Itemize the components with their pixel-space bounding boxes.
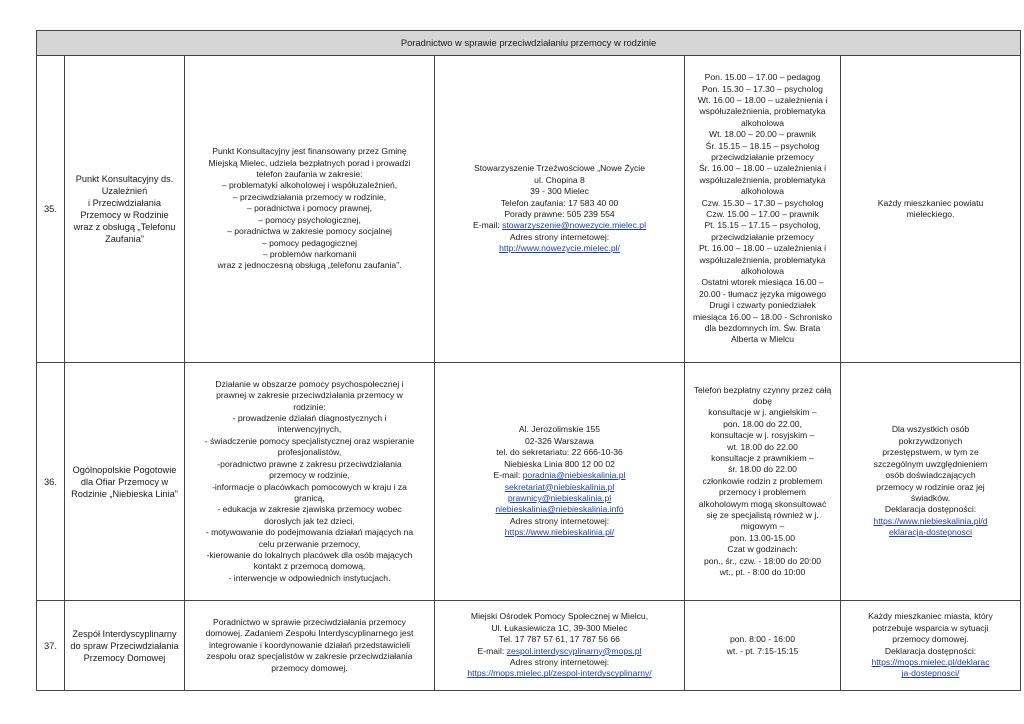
hours-line: Śr. 15.15 – 18.15 – psycholog bbox=[705, 140, 820, 151]
target-group bbox=[841, 56, 1021, 363]
hours-line: Czw. 15.00 – 17.00 – prawnik bbox=[706, 209, 819, 219]
hours-line: się ze specjalistą również w j. bbox=[706, 510, 819, 521]
accessibility-link[interactable]: eklaracja-dostepnosci bbox=[888, 527, 973, 538]
description-line: - świadczenie pomocy specjalistycznej oraz wspieranie bbox=[204, 435, 415, 446]
contact-line: Telefon zaufania: 17 583 40 00 bbox=[500, 197, 619, 208]
description-line: granicą, bbox=[294, 492, 325, 503]
hours-line: Drugi i czwarty poniedziałek bbox=[709, 300, 816, 311]
organization-name bbox=[65, 601, 185, 691]
hours-line: migowym – bbox=[740, 521, 785, 532]
target-group-line: Każdy mieszkaniec powiatu bbox=[877, 197, 984, 208]
contact-line: 02-326 Warszawa bbox=[525, 435, 594, 446]
email-line bbox=[438, 470, 681, 481]
description-line: - interwencje w odpowiednich instytucjach. bbox=[228, 572, 391, 583]
services-table bbox=[36, 30, 1021, 691]
description-line: celu przerwanie przemocy, bbox=[258, 538, 361, 549]
hours-line: współuzależnienia, problematyka bbox=[699, 254, 826, 265]
hours-line: Pon. 15.30 – 17.30 – psycholog bbox=[702, 83, 823, 94]
hours-line: 20.00 - tłumacz języka migowego bbox=[698, 288, 827, 299]
hours-line: śr. 18.00 do 22.00 bbox=[728, 464, 797, 475]
description-line: interwencyjnych, bbox=[277, 424, 342, 435]
hours-line: miesiąca 16.00 – 18.00 - Schronisko bbox=[692, 311, 832, 322]
target-group-line: Deklaracja dostępności: bbox=[884, 504, 977, 515]
contact-line: ul. Chopina 8 bbox=[534, 174, 585, 185]
contact-link[interactable]: prawnicy@niebieskalinia.pl bbox=[507, 492, 612, 503]
description-line: - edukacja w zakresie zjawiska przemocy wobec bbox=[217, 504, 402, 515]
target-group-line: potrzebuje wsparcia w sytuacji bbox=[872, 622, 989, 633]
target-group-line: przestępstwem, w tym ze bbox=[882, 447, 979, 458]
accessibility-link[interactable]: https://www.niebieskalinia.pl/d bbox=[873, 515, 988, 526]
target-group-line: osób doświadczających bbox=[885, 470, 976, 481]
target-group-line: szczególnym uwzględnieniem bbox=[873, 458, 988, 469]
contact-link[interactable]: https://mops.mielec.pl/zespol-interdyscyplinarny/ bbox=[467, 668, 652, 679]
hours-line: współuzależnienia, problematyka bbox=[699, 106, 826, 117]
hours-line: Ostatni wtorek miesiąca 16.00 – bbox=[701, 277, 824, 288]
target-group bbox=[841, 601, 1021, 691]
description-line: -poradnictwo prawne z zakresu przeciwdziałania bbox=[217, 458, 402, 469]
organization-name-line: Punkt Konsultacyjny ds. bbox=[75, 174, 174, 184]
hours-line: alkoholowa bbox=[741, 117, 784, 128]
email-label: E-mail: bbox=[472, 220, 503, 231]
organization-name bbox=[65, 56, 185, 363]
description-line: Miejską Mielec, udziela bezpłatnych porad i prowadzi bbox=[208, 157, 411, 168]
description-line: - motywowanie do podejmowania działań mających na bbox=[205, 527, 414, 538]
email-link[interactable]: zespol.interdyscyplinarny@mops.pl bbox=[506, 645, 642, 656]
target-group bbox=[841, 363, 1021, 601]
hours-line: członkowie rodzin z problemem bbox=[702, 475, 823, 486]
organization-name-line: Zespół Interdyscyplinarny bbox=[72, 628, 177, 639]
hours-line: Alberta w Mielcu bbox=[730, 334, 795, 345]
hours-line: przemocy i problemem bbox=[719, 487, 806, 498]
target-group-line: pokrzywdzonych bbox=[898, 435, 963, 446]
hours-line: Śr. 16.00 – 18.00 – uzależnienia i bbox=[698, 163, 827, 174]
hours-line: dla bezdomnych im. Św. Brata bbox=[704, 323, 821, 334]
organization-name-line: Ogólnopolskie Pogotowie bbox=[72, 464, 177, 475]
description-line: profesjonalistów, bbox=[277, 447, 342, 458]
row-number: 36. bbox=[37, 363, 65, 601]
description-line: – problematyki alkoholowej i współuzależnień, bbox=[221, 180, 398, 191]
description-line: domowej. Zadaniem Zespołu Interdyscyplinarnego jest bbox=[205, 628, 414, 639]
hours-line: wt., pt. - 8:00 do 10:00 bbox=[719, 567, 806, 578]
hours-line: konsultacje w j. rosyjskim – bbox=[710, 430, 815, 441]
description-line: – przeciwdziałania przemocy w rodzinie, bbox=[232, 191, 387, 202]
accessibility-link[interactable]: https://mops.mielec.pl/deklarac bbox=[871, 656, 990, 667]
target-group-line: przemocy domowej. bbox=[892, 634, 969, 645]
row-number: 35. bbox=[37, 56, 65, 363]
contact-link[interactable]: niebieskalinia@niebieskalinia.info bbox=[495, 504, 624, 515]
organization-name-line: Przemocy Domowej bbox=[83, 652, 166, 663]
service-description bbox=[185, 56, 435, 363]
organization-name-line: dla Ofiar Przemocy w bbox=[80, 476, 169, 487]
target-group-line: przemocy w rodzinie oraz jej bbox=[876, 481, 985, 492]
description-line: – pomocy pedagogicznej bbox=[261, 237, 358, 248]
description-line: Poradnictwo w sprawie przeciwdziałania przemocy bbox=[213, 616, 406, 627]
description-line: rodzinie: bbox=[293, 401, 326, 412]
description-line: Działanie w obszarze pomocy psychospołecznej i bbox=[215, 378, 404, 389]
organization-name-line: do spraw Przeciwdziałania bbox=[70, 640, 179, 651]
description-line: dorosłych jak też dzieci, bbox=[264, 515, 355, 526]
description-line: – problemów narkomanii bbox=[262, 248, 357, 259]
contact-line: Adres strony internetowej: bbox=[509, 231, 610, 242]
email-line bbox=[438, 220, 681, 231]
hours-line: Pon. 15.00 – 17.00 – pedagog bbox=[704, 72, 821, 83]
hours-line: konsultacje w j. angielskim – bbox=[708, 407, 817, 418]
description-line: wraz z jednoczesną obsługą „telefonu zaufania”. bbox=[217, 260, 402, 271]
hours-line: konsultacje z prawnikiem – bbox=[711, 452, 814, 463]
organization-name-line: i Przeciwdziałania bbox=[87, 198, 162, 208]
description-line: kontakt z przemocą domową, bbox=[253, 561, 366, 572]
target-group-line: Każdy mieszkaniec miasta, który bbox=[868, 611, 993, 622]
service-description bbox=[185, 601, 435, 691]
hours-line: Wt. 18.00 – 20.00 – prawnik bbox=[708, 129, 816, 140]
contact-line: Adres strony internetowej: bbox=[509, 515, 610, 526]
service-description bbox=[185, 363, 435, 601]
organization-name-line: Przemocy w Rodzinie bbox=[80, 210, 169, 220]
contact-line: tel. do sekretariatu: 22 666-10-36 bbox=[496, 447, 623, 458]
contact-link[interactable]: https://www.niebieskalinia.pl/ bbox=[504, 527, 615, 538]
description-line: – poradnictwa i pomocy prawnej, bbox=[246, 203, 373, 214]
contact-link[interactable]: sekretariat@niebieskalinia.pl bbox=[504, 481, 615, 492]
hours-line: pon. 13.00-15.00 bbox=[730, 532, 795, 543]
description-line: - prowadzenie działań diagnostycznych i bbox=[232, 413, 387, 424]
contact-line: Al. Jerozolimskie 155 bbox=[518, 424, 601, 435]
target-group-line: Deklaracja dostępności: bbox=[884, 645, 977, 656]
hours-line: alkoholowym mogą skonsultować bbox=[698, 498, 827, 509]
description-line: integrowanie i koordynowanie działań przedstawicieli bbox=[208, 639, 411, 650]
office-hours bbox=[685, 601, 841, 691]
description-line: prawnej w zakresie przeciwdziałania przemocy w bbox=[216, 390, 403, 401]
target-group-line: mieleckiego. bbox=[906, 209, 955, 219]
hours-line: Czat w godzinach: bbox=[727, 544, 798, 555]
email-label: E-mail: bbox=[493, 470, 523, 481]
description-line: zespołu oraz specjalistów w zakresie przeciwdziałania bbox=[206, 651, 413, 662]
contact-details bbox=[435, 363, 685, 601]
email-link[interactable]: poradnia@niebieskalinia.pl bbox=[522, 470, 626, 481]
description-line: przemocy w rodzinie, bbox=[269, 470, 350, 481]
description-line: -informacje o placówkach pomocowych w kraju i za bbox=[212, 481, 407, 492]
contact-line: Ul. Łukasiewicza 1C, 39-300 Mielec bbox=[491, 622, 628, 633]
contact-line: Tel. 17 787 57 61, 17 787 56 66 bbox=[499, 634, 620, 645]
contact-line: Niebieska Linia 800 12 00 02 bbox=[504, 458, 615, 469]
email-label: E-mail: bbox=[477, 645, 507, 656]
target-group-line: Dla wszystkich osób bbox=[891, 424, 970, 435]
table-row bbox=[37, 601, 1021, 691]
organization-name-line: Uzależnień bbox=[101, 186, 148, 196]
office-hours bbox=[685, 363, 841, 601]
hours-line: alkoholowa bbox=[741, 186, 784, 197]
table-title: Poradnictwo w sprawie przeciwdziałaniu przemocy w rodzinie bbox=[37, 31, 1021, 56]
contact-details bbox=[435, 601, 685, 691]
description-line: Punkt Konsultacyjny jest finansowany przez Gminę bbox=[212, 146, 407, 157]
hours-line: alkoholowa bbox=[741, 266, 784, 277]
hours-line: Pt. 15.15 – 17.15 – psycholog, bbox=[704, 220, 821, 231]
description-line: telefon zaufania w zakresie: bbox=[256, 169, 363, 180]
description-line: -kierowanie do lokalnych placówek dla osób mających bbox=[206, 549, 413, 560]
contact-line: Miejski Ośrodek Pomocy Społecznej w Mielcu, bbox=[470, 611, 649, 622]
hours-line: Telefon bezpłatny czynny przez całą bbox=[693, 384, 832, 395]
hours-line: pon. 8:00 - 16:00 bbox=[730, 634, 795, 645]
organization-name-line: wraz z obsługą „Telefonu bbox=[73, 222, 176, 232]
hours-line: wt. 18.00 do 22.00 bbox=[727, 441, 798, 452]
hours-line: pon. 18.00 do 22.00, bbox=[723, 418, 802, 429]
office-hours bbox=[685, 56, 841, 363]
organization-name-line: Rodzinie „Niebieska Linia” bbox=[71, 488, 178, 499]
row-number: 37. bbox=[37, 601, 65, 691]
contact-link[interactable]: http://www.nowezycie.mielec.pl/ bbox=[499, 243, 620, 254]
description-line: przemocy domowej. bbox=[271, 662, 348, 673]
table-row bbox=[37, 363, 1021, 601]
hours-line: Wt. 16.00 – 18.00 – uzależnienia i bbox=[697, 94, 828, 105]
contact-details bbox=[435, 56, 685, 363]
contact-line: Porady prawne: 505 239 554 bbox=[504, 209, 615, 219]
hours-line: Czw. 15.30 – 17.30 – psycholog bbox=[701, 197, 824, 208]
email-link[interactable]: stowarzyszenie@nowezycie.mielec.pl bbox=[502, 220, 647, 231]
contact-line: 39 - 300 Mielec bbox=[530, 186, 589, 197]
accessibility-link[interactable]: ja-dostepnosci/ bbox=[901, 668, 960, 679]
hours-line: współuzależnienia, problematyka bbox=[699, 174, 826, 185]
table-header-row bbox=[37, 31, 1021, 56]
hours-line: pon., śr., czw. - 18:00 do 20:00 bbox=[703, 555, 822, 566]
description-line: – pomocy psychologicznej, bbox=[258, 214, 361, 225]
hours-line: dobę bbox=[752, 395, 773, 406]
table-row bbox=[37, 56, 1021, 363]
description-line: – poradnictwa w zakresie pomocy socjalnej bbox=[227, 226, 392, 237]
hours-line: Pt. 16.00 – 18.00 – uzależnienia i bbox=[698, 243, 827, 254]
hours-line: wt. - pt. 7:15-15:15 bbox=[726, 645, 799, 656]
hours-line: przeciwdziałanie przemocy bbox=[711, 151, 814, 162]
organization-name-line: Zaufania” bbox=[105, 234, 144, 244]
contact-line: Stowarzyszenie Trzeźwościowe „Nowe Życie bbox=[474, 163, 645, 174]
hours-line: przeciwdziałanie przemocy bbox=[711, 231, 814, 242]
target-group-line: świadków. bbox=[910, 492, 951, 503]
organization-name bbox=[65, 363, 185, 601]
email-line bbox=[438, 646, 681, 657]
contact-line: Adres strony internetowej: bbox=[509, 656, 610, 667]
